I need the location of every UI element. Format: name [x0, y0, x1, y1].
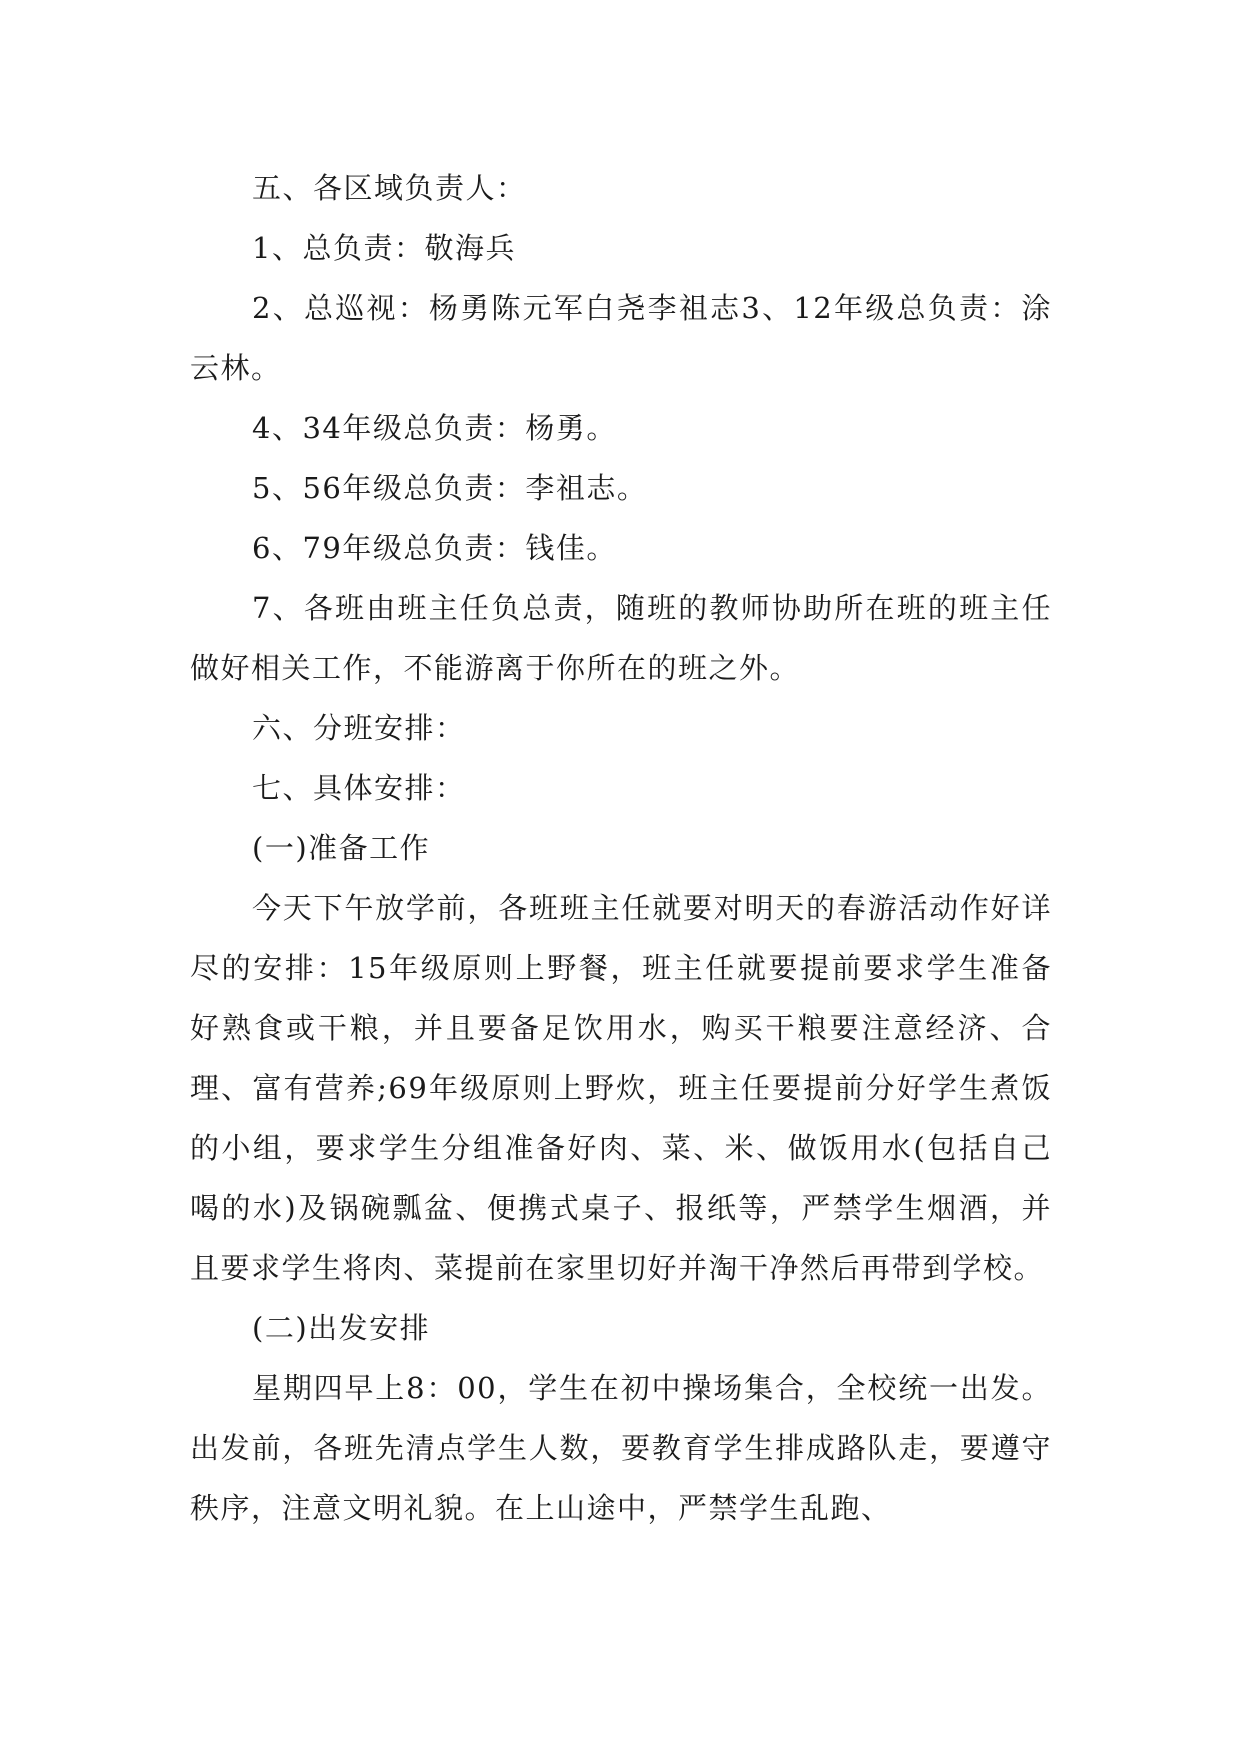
- body-paragraph-preparation: 今天下午放学前，各班班主任就要对明天的春游活动作好详尽的安排：15年级原则上野餐，班主任就要提前要求学生准备好熟食或干粮，并且要备足饮用水，购买干粮要注意经济、合理、富有营养;69年级原则上野炊，班主任要提前分好学生煮饭的小组，要求学生分组准备好肉、菜、米、做饭用水(包括自己喝的水)及锅碗瓢盆、便携式桌子、报纸等，严禁学生烟酒，并且要求学生将肉、菜提前在家里切好并淘干净然后再带到学校。: [190, 891, 1052, 1285]
- list-item-1: 1、总负责：敬海兵: [252, 231, 516, 265]
- list-item-7: 7、各班由班主任负总责，随班的教师协助所在班的班主任做好相关工作，不能游离于你所在的班之外。: [190, 591, 1052, 685]
- subsection-heading-1: (一)准备工作: [252, 831, 431, 865]
- body-paragraph-departure: 星期四早上8：00，学生在初中操场集合，全校统一出发。出发前，各班先清点学生人数，要教育学生排成路队走，要遵守秩序，注意文明礼貌。在上山途中，严禁学生乱跑、: [190, 1371, 1052, 1525]
- list-item-5: 5、56年级总负责：李祖志。: [252, 471, 648, 505]
- subsection-heading-2: (二)出发安排: [252, 1311, 431, 1345]
- section-heading-7: 七、具体安排：: [252, 771, 466, 805]
- section-heading-5: 五、各区域负责人：: [252, 171, 527, 205]
- list-item-6: 6、79年级总负责：钱佳。: [252, 531, 617, 565]
- list-item-2-3: 2、总巡视：杨勇陈元军白尧李祖志3、12年级总负责：涂云林。: [190, 291, 1052, 385]
- list-item-4: 4、34年级总负责：杨勇。: [252, 411, 617, 445]
- section-heading-6: 六、分班安排：: [252, 711, 466, 745]
- document-body: [190, 158, 1052, 1538]
